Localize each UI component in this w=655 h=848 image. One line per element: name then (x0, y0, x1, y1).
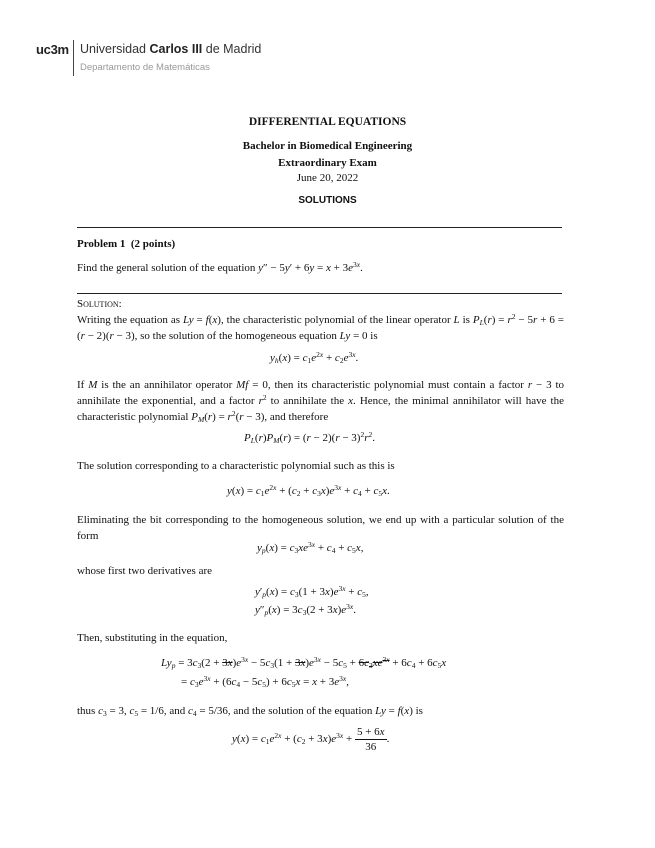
solution-label: Solution: (77, 298, 122, 310)
substituting-text: Then, substituting in the equation, (77, 632, 228, 644)
homogeneous-solution-equation: $y_h(x) = c_1e^{2x} + c_2e^{3x}$. (270, 350, 359, 365)
solution-intro-paragraph: Writing the equation as Ly = f(x), the characteristic polynomial of the linear operator L is $P_L(r) = r^2 - 5r + 6 = (r - 2)(r - 3)$, so the solution of the homogeneous equation Ly = 0 is (77, 312, 564, 342)
department-name: Departamento de Matemáticas (80, 62, 210, 73)
program-title: Bachelor in Biomedical Engineering (242, 140, 413, 152)
problem-heading: Problem 1 (2 points) (77, 238, 176, 250)
substitution-equation-line-2: = $c_3e^{3x} + (6c_4 - 5c_5) + 6c_5x = x + 3e^{3x}$, (181, 674, 349, 689)
uc3m-logo: uc3m (36, 42, 69, 57)
second-derivative-equation: $y''_p(x) = 3c_3(2 + 3x)e^{3x}$. (255, 602, 356, 617)
university-name: Universidad Carlos III de Madrid (80, 42, 262, 56)
exam-title: Extraordinary Exam (278, 157, 377, 169)
combined-char-polynomial-equation: $P_L(r)P_M(r) = (r - 2)(r - 3)^2r^2$. (244, 430, 375, 445)
divider-top (77, 227, 562, 228)
general-form-equation: $y(x) = c_1e^{2x} + (c_2 + c_3x)e^{3x} + c_4 + c_5x$. (227, 483, 390, 498)
exam-date: June 20, 2022 (296, 172, 359, 184)
solutions-heading: SOLUTIONS (298, 195, 357, 206)
particular-form-equation: $y_p(x) = c_3xe^{3x} + c_4 + c_5x$, (257, 540, 364, 555)
course-title: DIFFERENTIAL EQUATIONS (248, 116, 407, 128)
substitution-equation-line-1: $Ly_p = 3c_3(2 + 3x)e^{3x} - 5c_3(1 + 3x)e^{3x} - 5c_5 + 6c_3xe^{3x} + 6c_4 + 6c_5x$ (161, 655, 447, 670)
problem-statement: Find the general solution of the equation $y'' - 5y' + 6y = x + 3e^{3x}$. (77, 260, 363, 274)
coefficients-text: thus $c_3 = 3$, $c_5 = 1/6$, and $c_4 = 5/36$, and the solution of the equation Ly = f(x) is (77, 705, 423, 718)
char-poly-text: The solution corresponding to a characteristic polynomial such as this is (77, 460, 395, 472)
annihilator-paragraph: If M is the an annihilator operator Mf = 0, then its characteristic polynomial must contain a factor r − 3 to annihilate the exponential, and a factor $r^2$ to annihilate the x. Hence, the minimal annihilator will have the characteristic polynomial $P_M(r) = r^2(r - 3)$, and therefore (77, 379, 565, 424)
first-derivative-equation: $y'_p(x) = c_3(1 + 3x)e^{3x} + c_5$, (255, 584, 369, 599)
derivatives-text: whose first two derivatives are (77, 565, 213, 577)
eliminating-paragraph: Eliminating the bit corresponding to the homogeneous solution, we end up with a particular solution of the form (77, 514, 564, 542)
logo-divider (73, 40, 74, 76)
divider-problem (77, 293, 562, 294)
final-solution-equation: $y(x) = c_1e^{2x} + (c_2 + 3x)e^{3x}$ + $\frac{5 + 6x}{36}$ . (232, 726, 390, 753)
